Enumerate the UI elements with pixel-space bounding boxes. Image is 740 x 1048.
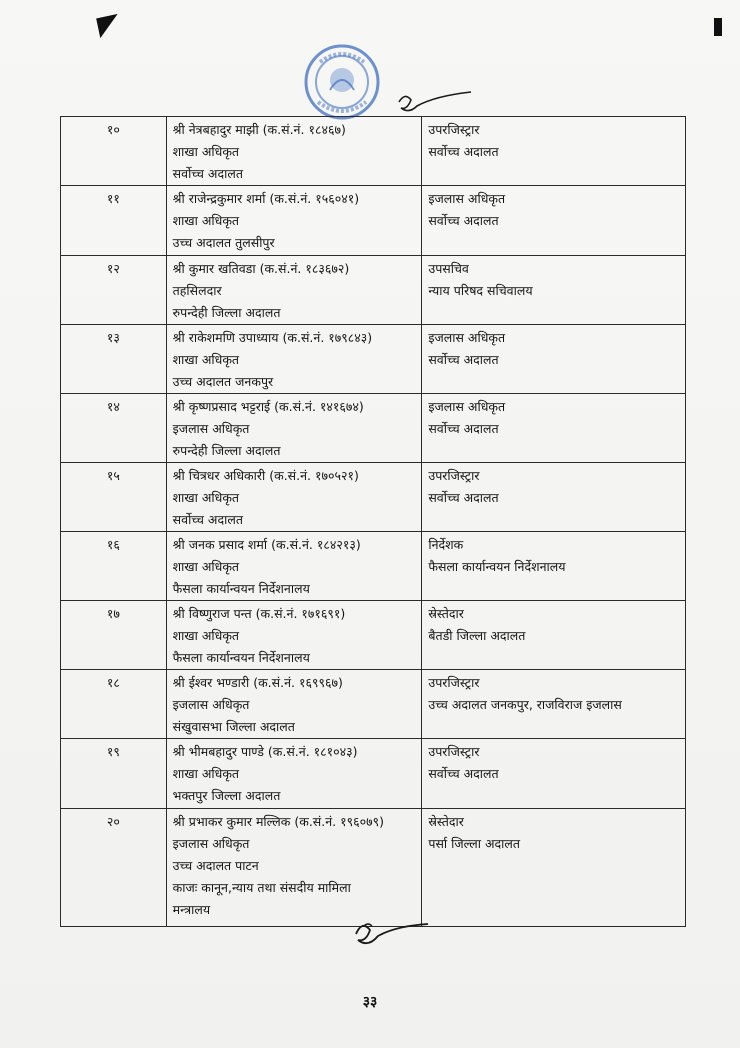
new-post: उपरजिस्ट्रार [428,675,480,690]
serial-number: १९ [61,739,167,809]
current-office: भक्तपुर जिल्ला अदालत [172,788,281,803]
employee-name: श्री कुमार खतिवडा (क.सं.नं. १८३६७२) [172,261,350,276]
current-post: शाखा अधिकृत [172,628,240,643]
current-post: शाखा अधिकृत [172,213,240,228]
table-row [61,670,686,739]
signature-mark-icon [395,88,475,118]
new-office: सर्वोच्च अदालत [428,421,499,436]
new-post: स्रेस्तेदार [428,606,464,621]
employee-name: श्री राकेशमणि उपाध्याय (क.सं.नं. १७९८४३) [172,330,373,345]
new-post: निर्देशक [428,537,464,552]
employee-cell [166,186,422,256]
employee-cell [166,394,422,463]
new-post: उपरजिस्ट्रार [428,744,480,759]
current-office: उच्च अदालत जनकपुर [172,374,274,389]
employee-cell [166,532,422,601]
current-office: संखुवासभा जिल्ला अदालत [172,719,295,734]
table-row [61,325,686,394]
new-office: सर्वोच्च अदालत [428,766,499,781]
new-post: उपरजिस्ट्रार [428,122,480,137]
new-office: सर्वोच्च अदालत [428,490,499,505]
new-assignment-cell [422,601,686,670]
serial-number: १० [61,117,167,186]
page-number: ३३ [362,994,378,1010]
employee-name: श्री प्रभाकर कुमार मल्लिक (क.सं.नं. १९६०७९) [172,814,384,829]
current-office: फैसला कार्यान्वयन निर्देशनालय [172,650,310,665]
new-assignment-cell [422,670,686,739]
employee-name: श्री राजेन्द्रकुमार शर्मा (क.सं.नं. १५६०४१) [172,191,360,206]
serial-number: ११ [61,186,167,256]
new-office: सर्वोच्च अदालत [428,144,499,159]
current-post: इजलास अधिकृत [172,421,250,436]
official-seal-icon [300,40,384,124]
serial-number: १६ [61,532,167,601]
current-post: शाखा अधिकृत [172,144,240,159]
table-row [61,117,686,186]
new-assignment-cell [422,463,686,532]
serial-number: १५ [61,463,167,532]
new-assignment-cell [422,809,686,927]
employee-cell [166,809,422,927]
serial-number: १७ [61,601,167,670]
employee-name: श्री ईश्वर भण्डारी (क.सं.नं. १६९९६७) [172,675,343,690]
new-office: न्याय परिषद सचिवालय [428,283,533,298]
transfer-table [60,116,686,927]
serial-number: १२ [61,256,167,325]
new-office: सर्वोच्च अदालत [428,352,499,367]
new-assignment-cell [422,394,686,463]
employee-name: श्री नेत्रबहादुर माझी (क.सं.नं. १८४६७) [172,122,346,137]
table-row [61,256,686,325]
current-post: शाखा अधिकृत [172,352,240,367]
new-assignment-cell [422,186,686,256]
employee-name: श्री जनक प्रसाद शर्मा (क.सं.नं. १८४२१३) [172,537,361,552]
new-assignment-cell [422,117,686,186]
deputation-note: मन्त्रालय [172,902,211,917]
employee-cell [166,601,422,670]
table-row [61,739,686,809]
employee-cell [166,463,422,532]
current-post: शाखा अधिकृत [172,559,240,574]
scan-edge-mark [714,18,722,36]
employee-name: श्री विष्णुराज पन्त (क.सं.नं. १७१६९१) [172,606,346,621]
scan-corner-mark [96,14,122,38]
new-post: इजलास अधिकृत [428,191,506,206]
table-row [61,532,686,601]
serial-number: १८ [61,670,167,739]
current-post: तहसिलदार [172,283,222,298]
deputation-note: काजः कानून,न्याय तथा संसदीय मामिला [172,880,351,895]
new-assignment-cell [422,739,686,809]
new-office: बैतडी जिल्ला अदालत [428,628,526,643]
serial-number: १३ [61,325,167,394]
new-assignment-cell [422,256,686,325]
table-row [61,394,686,463]
employee-name: श्री कृष्णप्रसाद भट्टराई (क.सं.नं. १४१६७४) [172,399,364,414]
new-post: स्रेस्तेदार [428,814,464,829]
current-post: इजलास अधिकृत [172,697,250,712]
table-row [61,463,686,532]
employee-name: श्री चित्रधर अधिकारी (क.सं.नं. १७०५२१) [172,468,359,483]
table-row [61,809,686,927]
new-assignment-cell [422,325,686,394]
new-office: फैसला कार्यान्वयन निर्देशनालय [428,559,566,574]
current-office: उच्च अदालत तुलसीपुर [172,235,275,250]
employee-cell [166,739,422,809]
current-post: शाखा अधिकृत [172,766,240,781]
current-office: फैसला कार्यान्वयन निर्देशनालय [172,581,310,596]
serial-number: १४ [61,394,167,463]
current-post: शाखा अधिकृत [172,490,240,505]
table-row [61,186,686,256]
new-assignment-cell [422,532,686,601]
new-post: उपसचिव [428,261,469,276]
current-office: सर्वोच्च अदालत [172,512,243,527]
new-office: उच्च अदालत जनकपुर, राजविराज इजलास [428,697,622,712]
current-office: रुपन्देही जिल्ला अदालत [172,305,281,320]
current-office: सर्वोच्च अदालत [172,166,243,181]
employee-cell [166,325,422,394]
current-post: इजलास अधिकृत [172,836,250,851]
employee-cell [166,670,422,739]
new-office: सर्वोच्च अदालत [428,213,499,228]
employee-cell [166,117,422,186]
current-office: उच्च अदालत पाटन [172,858,259,873]
table-row [61,601,686,670]
signature-mark-icon [350,912,430,952]
current-office: रुपन्देही जिल्ला अदालत [172,443,281,458]
employee-cell [166,256,422,325]
employee-name: श्री भीमबहादुर पाण्डे (क.सं.नं. १८१०४३) [172,744,358,759]
new-post: इजलास अधिकृत [428,399,506,414]
serial-number: २० [61,809,167,927]
new-office: पर्सा जिल्ला अदालत [428,836,520,851]
new-post: इजलास अधिकृत [428,330,506,345]
new-post: उपरजिस्ट्रार [428,468,480,483]
